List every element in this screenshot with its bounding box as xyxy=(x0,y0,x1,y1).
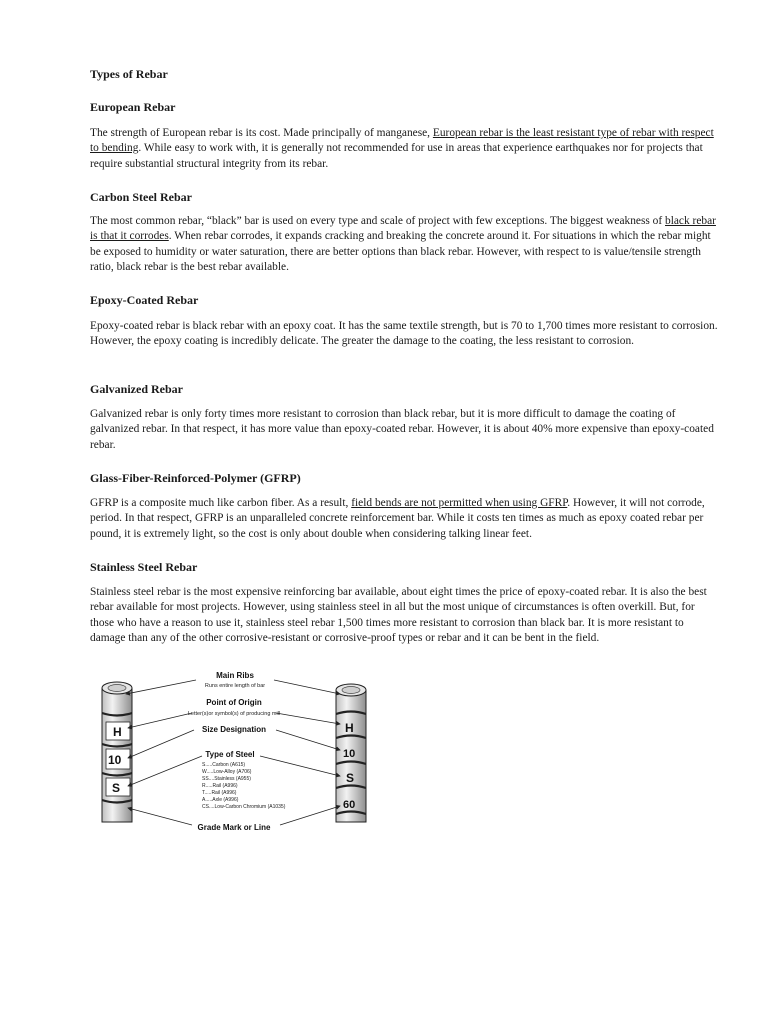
section-heading-stainless: Stainless Steel Rebar xyxy=(90,560,198,574)
section-heading-galvanized: Galvanized Rebar xyxy=(90,382,183,396)
right-bar-mark-size: 10 xyxy=(343,748,356,760)
section-body-stainless: Stainless steel rebar is the most expensive reinforcing bar available, about eight times the price of epoxy-coated rebar. It is also the best rebar available for most projects. However, using stainless steel in all but the most unique of circumstances is often overkill. But, for those who have a reason to use it, stainless steel rebar 1,500 times more resistant to corrosion than black bar. It is more resistant to damage than any of the other corrosive-resistant or corrosive-proof types or rebar and it can be bent in the field. xyxy=(90,586,707,644)
section-heading-gfrp: Glass-Fiber-Reinforced-Polymer (GFRP) xyxy=(90,471,301,485)
steel-type-item: CS....Low-Carbon Chromium (A1035) xyxy=(202,804,286,810)
steel-type-item: R.....Rail (A996) xyxy=(202,783,238,789)
section-heading-european: European Rebar xyxy=(90,100,176,114)
left-bar-mark-origin: H xyxy=(113,725,122,739)
label-main-ribs-sub: Runs entire length of bar xyxy=(204,683,266,689)
right-bar-mark-grade: 60 xyxy=(343,799,356,811)
label-point-of-origin: Point of Origin xyxy=(206,698,262,707)
steel-type-item: W.....Low-Alloy (A706) xyxy=(202,769,252,775)
steel-type-item: A.....Axle (A996) xyxy=(202,797,239,803)
label-grade-mark: Grade Mark or Line xyxy=(197,823,271,832)
section-heading-carbon-steel: Carbon Steel Rebar xyxy=(90,190,192,204)
label-type-of-steel: Type of Steel xyxy=(205,750,255,759)
section-body-galvanized: Galvanized rebar is only forty times more resistant to corrosion than black rebar, but it is more difficult to damage the coating of galvanized rebar. In that respect, it has more value than epoxy-coated rebar. However, it is about 40% more expensive than epoxy-coated rebar. xyxy=(90,408,714,451)
left-bar-mark-size: 10 xyxy=(108,753,122,767)
section-body-european: The strength of European rebar is its cost. Made principally of manganese, European rebar is the least resistant type of rebar with respect to bending. While easy to work with, it is generally not recommended for use in areas that experience earthquakes nor for projects that require substantial structural integrity from its rebar. xyxy=(90,127,714,170)
left-rebar xyxy=(102,682,132,822)
right-bar-mark-steel: S xyxy=(346,771,355,785)
label-size-designation: Size Designation xyxy=(201,725,267,734)
section-body-carbon-steel: The most common rebar, “black” bar is used on every type and scale of project with few exceptions. The biggest weakness of black rebar is that it corrodes. When rebar corrodes, it expands cracking and breaking the concrete around it. For situations in which the rebar might be exposed to humidity or water saturation, there are better options than black rebar. However, with respect to is value/tensile strength ratio, black rebar is the best rebar available. xyxy=(90,215,716,273)
right-bar-mark-origin: H xyxy=(345,721,354,735)
section-body-gfrp: GFRP is a composite much like carbon fiber. As a result, field bends are not permitted when using GFRP. However, it will not corrode, period. In that respect, GFRP is an unparalleled concrete reinforcement bar. While it costs ten times as much as epoxy coated rebar per pound, it is extremely light, so the cost is only about double when considering talking linear feet. xyxy=(90,497,705,540)
right-rebar xyxy=(336,684,366,822)
steel-type-item: S.....Carbon (A615) xyxy=(202,762,246,768)
steel-type-list xyxy=(202,762,286,810)
section-heading-epoxy: Epoxy-Coated Rebar xyxy=(90,293,199,307)
section-body-epoxy: Epoxy-coated rebar is black rebar with an epoxy coat. It has the same textile strength, but is 70 to 1,700 times more resistant to corrosion. However, the epoxy coating is incredibly delicate. The greater the damage to the coating, the less resistant to corrosion. xyxy=(90,320,718,348)
left-bar-mark-steel: S xyxy=(112,781,121,795)
document-title: Types of Rebar xyxy=(90,67,168,81)
steel-type-item: SS....Stainless (A955) xyxy=(202,776,251,782)
label-main-ribs: Main Ribs xyxy=(216,671,254,680)
rebar-marking-diagram xyxy=(88,668,388,836)
steel-type-item: T.....Rail (A996) xyxy=(202,790,237,796)
label-point-of-origin-sub: Letter(s)or symbol(s) of producing mill xyxy=(187,711,281,717)
